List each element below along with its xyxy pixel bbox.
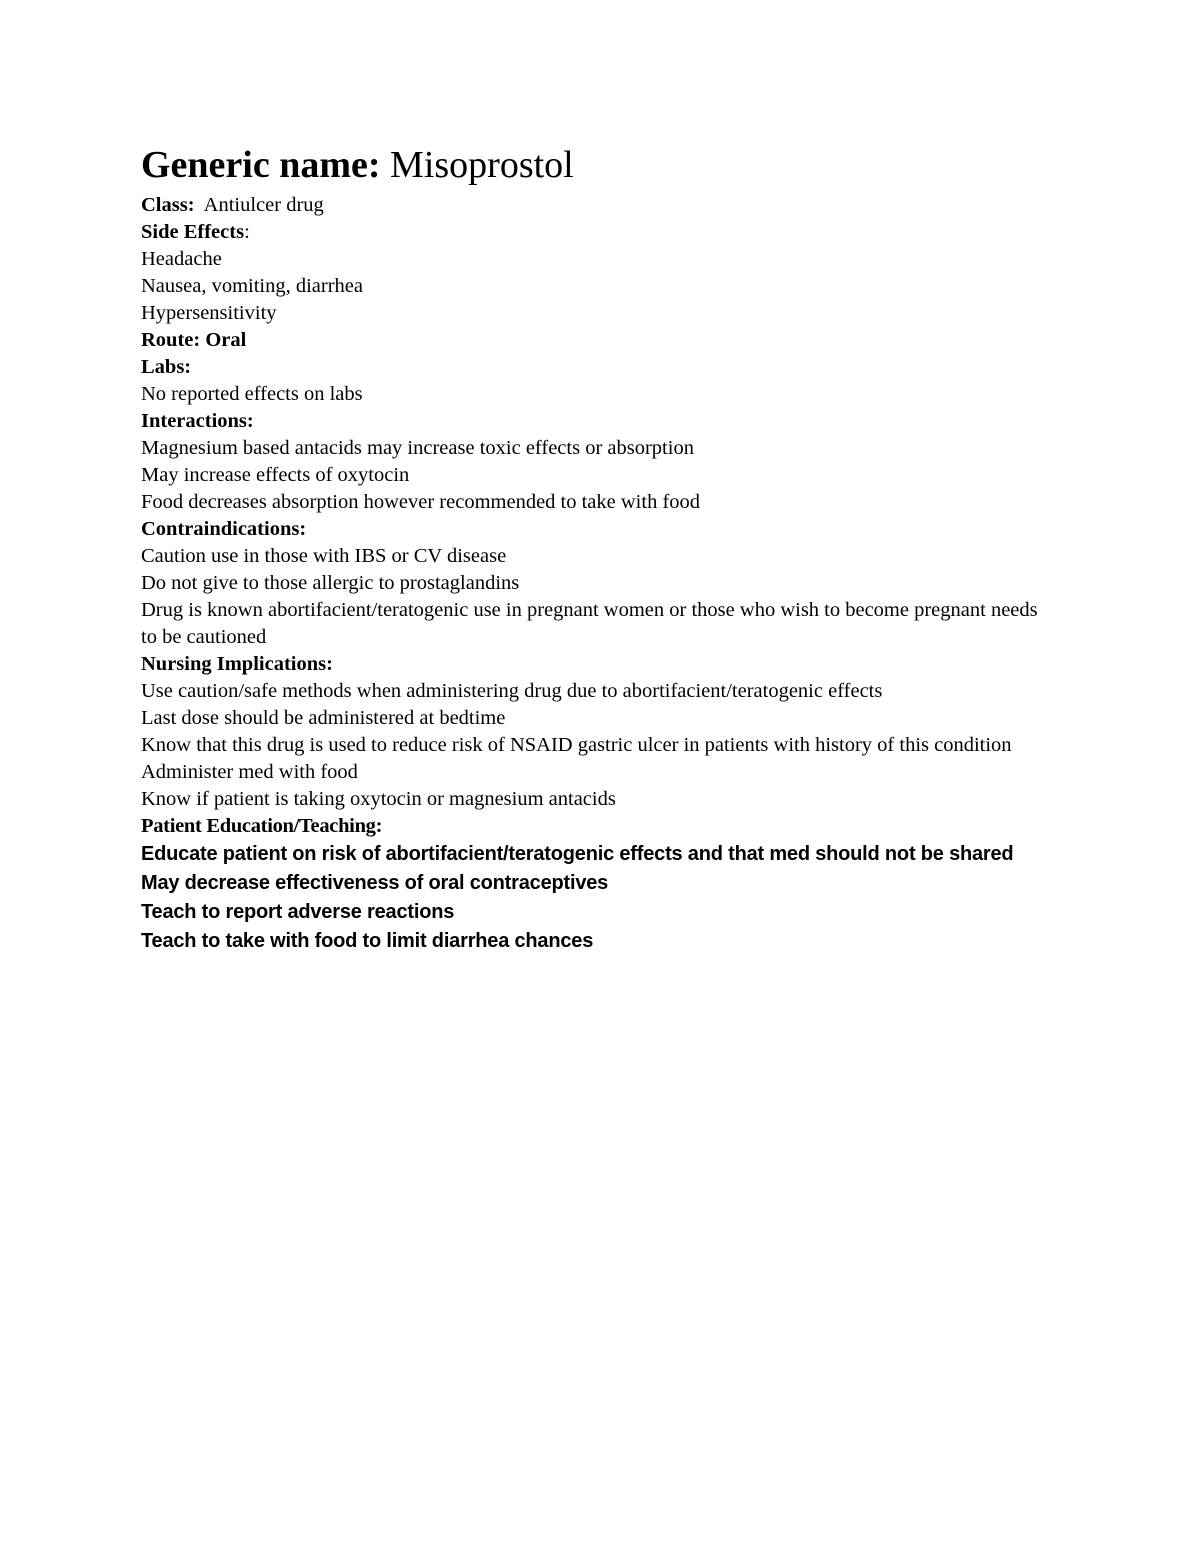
generic-name-label: Generic name:: [141, 144, 381, 186]
side-effects-heading: [141, 219, 1081, 246]
interaction-item: Magnesium based antacids may increase toxic effects or absorption: [141, 437, 694, 459]
side-effect-item: Nausea, vomiting, diarrhea: [141, 275, 364, 297]
nursing-item: Know that this drug is used to reduce risk of NSAID gastric ulcer in patients with history of this condition: [141, 734, 1012, 756]
class-label: Class:: [141, 194, 195, 216]
education-item: Teach to report adverse reactions: [141, 901, 455, 923]
drug-title: [141, 140, 1081, 190]
interaction-item: May increase effects of oxytocin: [141, 464, 410, 486]
contraindication-item: Do not give to those allergic to prostaglandins: [141, 572, 520, 594]
class-value: Antiulcer drug: [194, 194, 324, 216]
contraindications-heading: Contraindications:: [141, 518, 307, 540]
education-item: May decrease effectiveness of oral contraceptives: [141, 872, 609, 894]
contraindication-item: Caution use in those with IBS or CV disease: [141, 545, 507, 567]
route-line: Route: Oral: [141, 329, 247, 351]
side-effect-item: Headache: [141, 248, 222, 270]
nursing-item: Administer med with food: [141, 761, 358, 783]
nursing-item: Last dose should be administered at bedtime: [141, 707, 506, 729]
education-item: Educate patient on risk of abortifacient/teratogenic effects and that med should not be shared: [141, 843, 1014, 865]
nursing-item: Use caution/safe methods when administering drug due to abortifacient/teratogenic effects: [141, 680, 883, 702]
nursing-heading: Nursing Implications:: [141, 653, 333, 675]
side-effects-label: Side Effects: [141, 221, 245, 243]
side-effect-item: Hypersensitivity: [141, 302, 277, 324]
labs-heading: Labs:: [141, 356, 192, 378]
class-line: [141, 192, 1081, 219]
interaction-item: Food decreases absorption however recommended to take with food: [141, 491, 701, 513]
document-page: [141, 140, 1081, 956]
contraindication-item: Drug is known abortifacient/teratogenic use in pregnant women or those who wish to become pregnant needs to be cautioned: [141, 599, 1038, 648]
education-heading: Patient Education/Teaching:: [141, 815, 383, 837]
nursing-item: Know if patient is taking oxytocin or magnesium antacids: [141, 788, 616, 810]
interactions-heading: Interactions:: [141, 410, 254, 432]
education-item: Teach to take with food to limit diarrhea chances: [141, 930, 594, 952]
generic-name-value: Misoprostol: [380, 144, 574, 186]
labs-item: No reported effects on labs: [141, 383, 363, 405]
side-effects-colon: :: [244, 221, 250, 243]
